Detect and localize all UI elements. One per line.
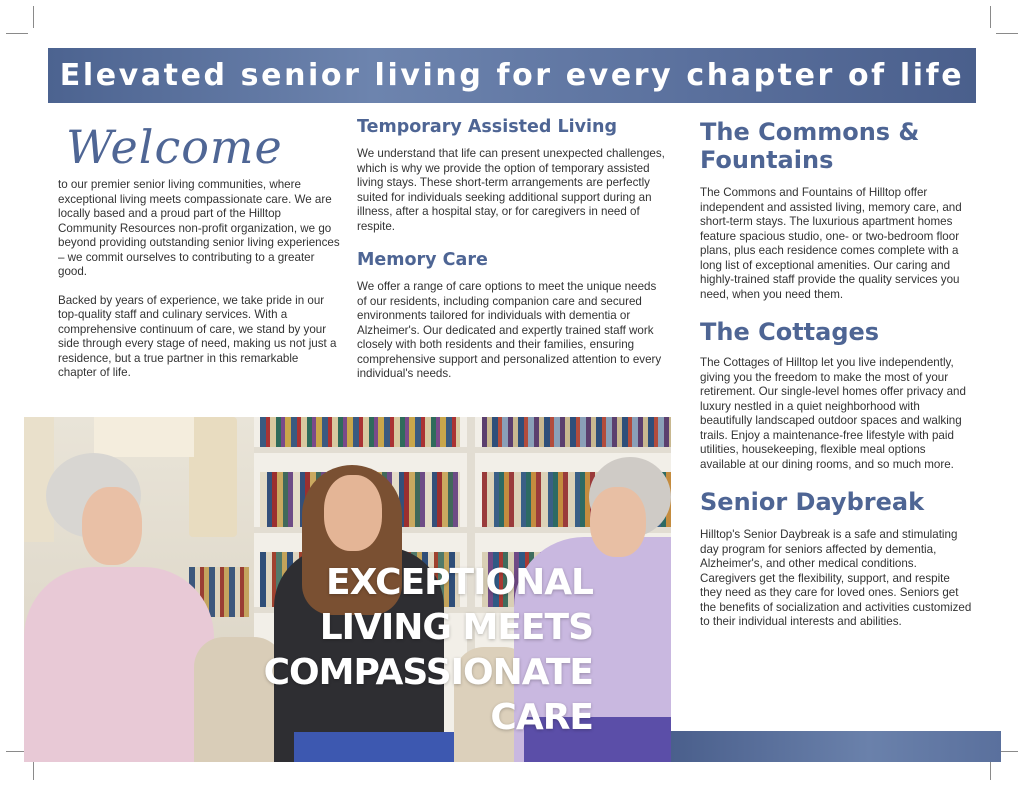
- residents-photo: [24, 417, 671, 762]
- memory-body: We offer a range of care options to meet the unique needs of our residents, including companion care and secured environments tailored for individuals with dementia or Alzheimer's. Our dedicated and expertly trained staff work closely with both residents and their families, ensuring comprehensive support and personalized attention to every individual's needs.: [357, 280, 662, 380]
- photo-caption: [264, 560, 593, 740]
- daybreak-heading: Senior Daybreak: [700, 488, 925, 516]
- banner-title: Elevated senior living for every chapter of life: [59, 58, 965, 93]
- temporary-heading: Temporary Assisted Living: [357, 117, 618, 137]
- cottages-heading: The Cottages: [700, 318, 880, 346]
- crop-mark: [33, 6, 34, 28]
- welcome-paragraph-2: Backed by years of experience, we take pride in our top-quality staff and culinary services. With a comprehensive continuum of care, we stand by your side through every stage of need, making us not just a residence, but a true partner in this remarkable chapter of life.: [58, 293, 337, 379]
- commons-heading: The Commons & Fountains: [700, 118, 920, 174]
- daybreak-body: Hilltop's Senior Daybreak is a safe and stimulating day program for seniors affected by dementia, Alzheimer's, and other medical conditions. Caregivers get the flexibility, support, and respite they need as they care for loved ones. Seniors get the benefits of socialization and activities customized to their individual interests and abilities.: [700, 528, 972, 628]
- caregiver-face: [324, 475, 382, 551]
- crop-mark: [6, 33, 28, 34]
- temporary-body: We understand that life can present unexpected challenges, which is why we provide the option of temporary assisted living stays. These short-term arrangements are perfectly suited for individuals seeking additional support during an illness, after a hospital stay, or for caregivers in need of respite.: [357, 147, 665, 233]
- crop-mark: [990, 6, 991, 28]
- crop-mark: [996, 33, 1018, 34]
- resident-right-face: [590, 487, 646, 557]
- memory-heading: Memory Care: [357, 250, 488, 270]
- books: [260, 417, 460, 447]
- photo-caption-line-3: COMPASSIONATE: [263, 652, 593, 693]
- commons-body: The Commons and Fountains of Hilltop offer independent and assisted living, memory care, and short-term stays. The luxurious apartment homes feature spacious studio, one- or two-bedroom floor plans, plus each residence comes complete with a long list of exceptional amenities. Our caring and highly-trained staff provide the quality services you need, when you need them.: [700, 186, 962, 301]
- welcome-column: [58, 116, 340, 381]
- resident-left-body: [24, 567, 214, 762]
- welcome-script-title: Welcome: [66, 120, 283, 174]
- resident-left-face: [82, 487, 142, 565]
- welcome-paragraph-1: to our premier senior living communities, where exceptional living meets compassionate care. We are locally based and a proud part of the Hilltop Community Resources non-profit organization, we go beyond providing outstanding senior living experiences – we commit ourselves to contributing to a greater good.: [58, 178, 340, 278]
- shelf-board: [254, 447, 671, 453]
- care-column: [357, 116, 667, 382]
- photo-caption-line-2: LIVING MEETS: [319, 607, 593, 648]
- footer-accent-bar: [671, 731, 1001, 762]
- lamp-shade: [189, 417, 237, 537]
- communities-column: [700, 118, 972, 630]
- books: [482, 417, 671, 447]
- title-banner: [48, 48, 976, 103]
- lamp-light: [94, 417, 194, 457]
- cottages-body: The Cottages of Hilltop let you live independently, giving you the freedom to make the most of your retirement. Our single-level homes offer privacy and luxury nestled in a quiet neighborhood with beautifully landscaped outdoor spaces and walking trails. Enjoy a maintenance-free lifestyle with paid utilities, housekeeping, flexible meal options available at our dining rooms, and so much more.: [700, 356, 966, 471]
- photo-caption-line-4: CARE: [490, 697, 593, 738]
- photo-caption-line-1: EXCEPTIONAL: [326, 562, 593, 603]
